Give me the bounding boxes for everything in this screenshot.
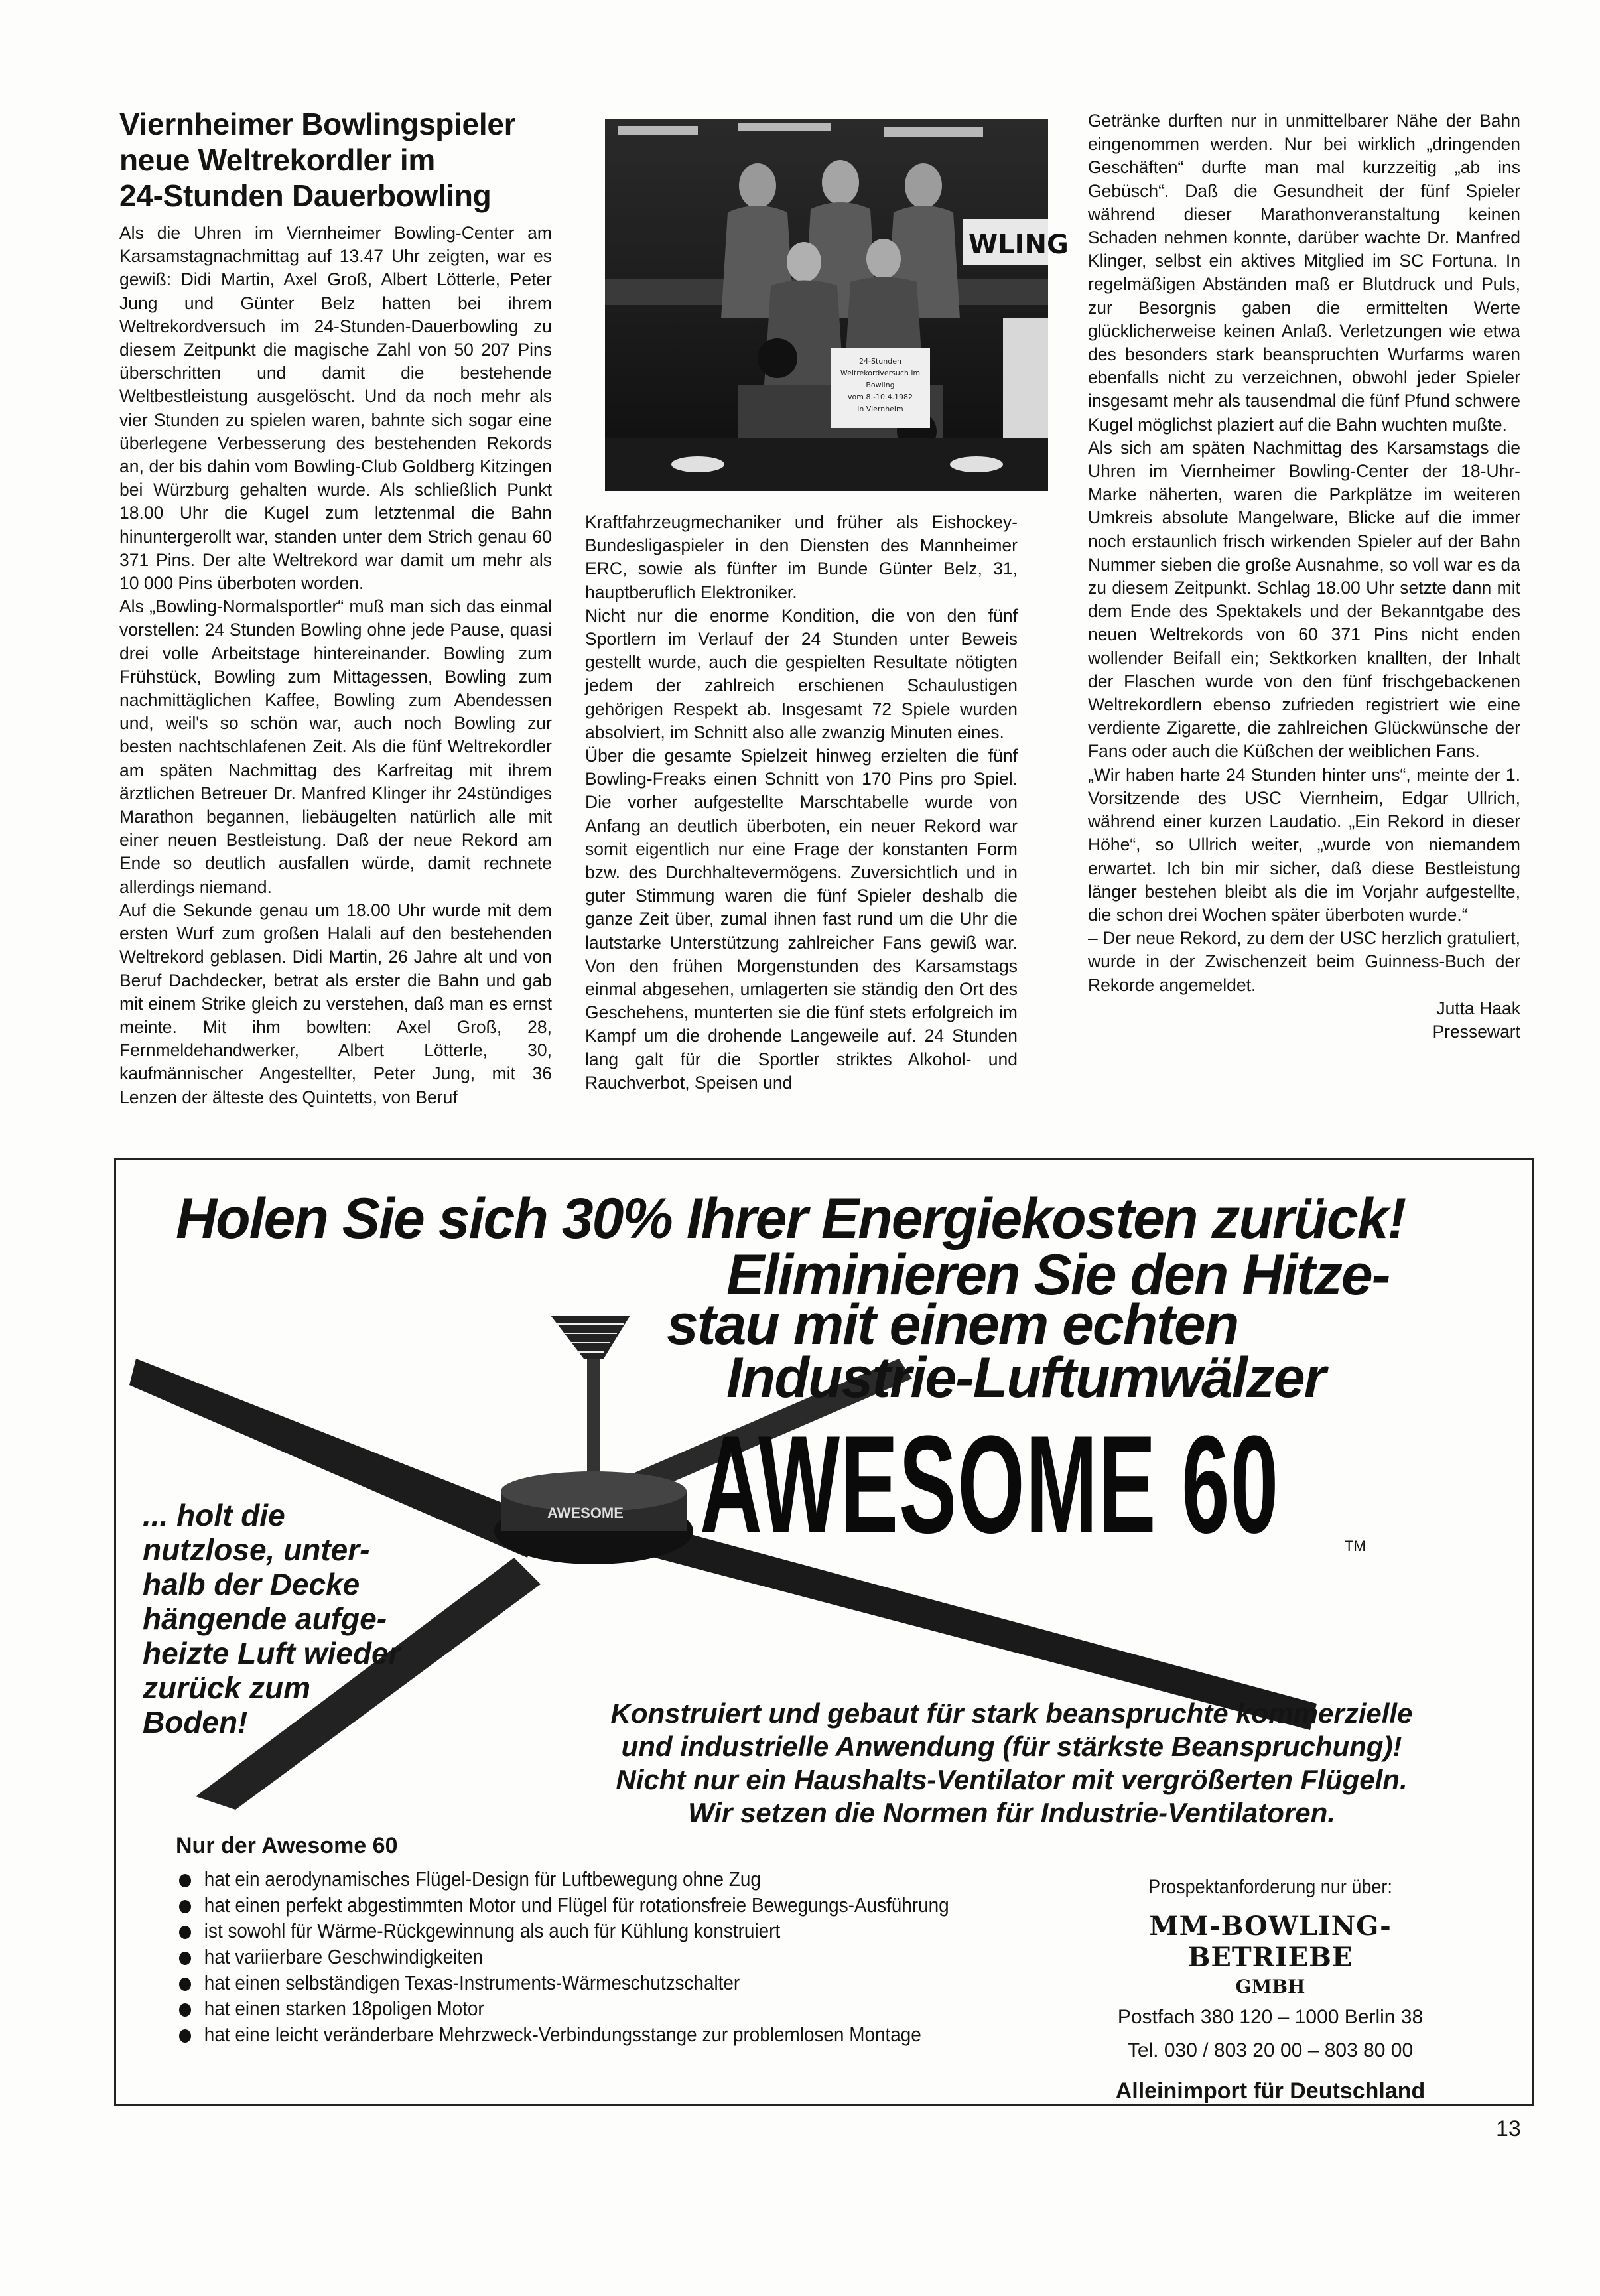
sign-line: Weltrekordversuch im	[840, 369, 921, 377]
bullet-icon	[179, 1874, 191, 1887]
ad-headline: Industrie-Luftumwälzer	[726, 1346, 1325, 1410]
ad-headline: Holen Sie sich 30% Ihrer Energiekosten zurück!	[176, 1187, 1406, 1250]
author-role: Pressewart	[1432, 1021, 1520, 1042]
author-name: Jutta Haak	[1436, 998, 1520, 1018]
bowling-team-photo	[605, 119, 1069, 491]
brand-name: AWESOME 60	[700, 1406, 1280, 1562]
ad-headline: stau mit einem echten	[667, 1293, 1238, 1357]
page-number: 13	[1496, 2116, 1521, 2141]
ad-headline: Eliminieren Sie den Hitze-	[726, 1243, 1390, 1307]
paragraph: Auf die Sekunde genau um 18.00 Uhr wurde mit dem ersten Wurf zum großen Halali auf den bestehenden Weltrekord geblasen. Didi Martin, 26 Jahre alt und von Beruf Dachdecker, betrat als erster die Bahn und gab mit einem Strike gleich zu verstehen, daß man es ernst meinte. Mit ihm bowlten: Axel Groß, 28, Fernmeldehandwerker, Albert Lötterle, 30, kaufmännischer Angestellter, Peter Jung, mit 36 Lenzen der älteste des Quintetts, von Beruf	[119, 900, 552, 1107]
bullet-icon	[179, 1900, 191, 1913]
paragraph: Als sich am späten Nachmittag des Karsamstags die Uhren im Viernheimer Bowling-Center der 18-Uhr-Marke näherten, waren die Parkplätze im weiteren Umkreis absolute Mangelware, Blicke auf die immer noch erstaunlich frisch wirkenden Spieler auf der Bahn Nummer sieben die große Ausnahme, so voll war es da zu diesem Zeitpunkt. Schlag 18.00 Uhr setzte dann mit dem Ende des Spektakels und der Bekanntgabe des neuen Weltrekords von 60 371 Pins nicht enden wollender Beifall ein; Sektkorken knallten, der Inhalt der Flaschen wurde von den fünf frischgebackenen Weltrekordlern ebenso zufrieden registriert wie eine verdiente Zigarette, die zahlreichen Glückwünsche der Fans oder auch die Küßchen der weiblichen Fans.	[1088, 437, 1520, 762]
paragraph: „Wir haben harte 24 Stunden hinter uns“, meinte der 1. Vorsitzende des USC Viernheim, Edgar Ullrich, während einer kurzen Laudatio. „Ein Rekord in dieser Höhe“, so Ullrich weiter, „wurde von niemandem erwartet. Ich bin mir sicher, daß diese Bestleistung länger bestehen bleibt als die im Vorjahr aufgestellte, die schon drei Wochen später überboten wurde.“	[1088, 764, 1520, 925]
list-item: ist sowohl für Wärme-Rückgewinnung als auch für Kühlung konstruiert	[179, 1918, 949, 1944]
sign-line: in Viernheim	[857, 405, 903, 413]
list-item: hat einen selbständigen Texas-Instruments-Wärmeschutzschalter	[179, 1970, 949, 1995]
fan-label: AWESOME	[547, 1505, 624, 1521]
order-label: Prospektanforderung nur über:	[1148, 1876, 1392, 1898]
bullet-icon	[179, 2029, 191, 2043]
paragraph: Über die gesamte Spielzeit hinweg erzielten die fünf Bowling-Freaks einen Schnitt von 170 Pins pro Spiel. Die vorher aufgestellte Marschtabelle wurde von Anfang an deutlich überboten, ein neuer Rekord war somit eigentlich nur eine Frage der konstanten Form bzw. des Durchhaltevermögens. Zuversichtlich und in guter Stimmung waren die fünf Spieler deshalb die ganze Zeit über, zumal ihnen fast rund um die Uhr die lautstarke Unterstützung zahlreicher Fans gewiß war. Von den frühen Morgenstunden des Karsamstags einmal abgesehen, umlagerten sie ständig den Ort des Geschehens, munterten sie die fünf stets erfolgreich im Kampf um die drohende Langeweile auf. 24 Stunden lang galt für die Sportler striktes Alkohol- und Rauchverbot, Speisen und	[585, 746, 1018, 1093]
feature-list	[179, 1866, 1035, 2047]
wall-sign: WLING	[968, 230, 1069, 260]
sign-line: 24-Stunden	[859, 357, 901, 366]
paragraph: – Der neue Rekord, zu dem der USC herzlich gratuliert, wurde in der Zwischenzeit beim Guinness-Buch der Rekorde angemeldet.	[1088, 928, 1520, 995]
paragraph: Kraftfahrzeugmechaniker und früher als Eishockey-Bundesligaspieler in den Diensten des Mannheimer ERC, sowie als fünfter im Bunde Günter Belz, 31, hauptberuflich Elektroniker.	[585, 512, 1018, 602]
order-info	[1098, 1876, 1443, 2104]
list-item: hat ein aerodynamisches Flügel-Design für Luftbewegung ohne Zug	[179, 1866, 949, 1892]
bullet-icon	[179, 1926, 191, 1939]
company-address: Postfach 380 120 – 1000 Berlin 38	[1117, 2006, 1424, 2028]
import-note: Alleinimport für Deutschland	[1115, 2078, 1426, 2104]
article-column-3	[1088, 109, 1520, 1044]
list-item: hat eine leicht veränderbare Mehrzweck-Verbindungsstange zur problemlosen Montage	[179, 2021, 949, 2047]
ad-claim: Konstruiert und gebaut für stark beanspruchte kommerzielle und industrielle Anwendung (für stärkste Beanspruchung)! Nicht nur ein Haushalts-Ventilator mit vergrößerten Flügeln. Wir setzen die Normen für Industrie-Ventilatoren.	[610, 1698, 1413, 1828]
article-headline: Viernheimer Bowlingspieler neue Weltrekordler im 24-Stunden Dauerbowling	[119, 107, 516, 213]
bullet-icon	[179, 1952, 191, 1965]
paragraph: Als „Bowling-Normalsportler“ muß man sich das einmal vorstellen: 24 Stunden Bowling ohne jede Pause, quasi drei volle Arbeitstage hintereinander. Bowling zum Frühstück, Bowling zum Mittagessen, Bowling zum nachmittäglichen Kaffee, Bowling zum Abendessen und, weil's so schön war, auch noch Bowling zur besten nachtschlafenen Zeit. Als die fünf Weltrekordler am späten Nachmittag des Karfreitag mit ihrem ärztlichen Betreuer Dr. Manfred Klinger ihr 24stündiges Marathon begannen, liebäugelten natürlich alle mit einer neuen Bestleistung. Daß der neue Rekord am Ende so deutlich ausfallen würde, damit rechnete allerdings niemand.	[119, 596, 552, 897]
company-name: MM-BOWLING-BETRIEBE	[1149, 1911, 1392, 1973]
trademark: TM	[1345, 1538, 1366, 1554]
company-phone: Tel. 030 / 803 20 00 – 803 80 00	[1127, 2039, 1414, 2061]
advertisement	[114, 1158, 1534, 2106]
paragraph: Als die Uhren im Viernheimer Bowling-Center am Karsamstagnachmittag auf 13.47 Uhr zeigten, war es gewiß: Didi Martin, Axel Groß, Albert Lötterle, Peter Jung und Günter Belz hatten bei ihrem Weltrekordversuch im 24-Stunden-Dauerbowling zu diesem Zeitpunkt die magische Zahl von 50 207 Pins überschritten und damit die bestehende Weltbestleistung ausgelöscht. Und da noch mehr als vier Stunden zu spielen waren, bahnte sich sogar eine überlegene Verbesserung des bestehenden Rekords an, der bis dahin vom Bowling-Club Goldberg Kitzingen bei Würzburg gehalten wurde. Als schließlich Punkt 18.00 Uhr die Kugel zum letztenmal die Bahn hinuntergerollt war, standen unter dem Strich genau 60 371 Pins. Der alte Weltrekord war damit um mehr als 10 000 Pins überboten worden.	[119, 223, 552, 594]
article-column-2	[585, 511, 1018, 1095]
ad-tagline: ... holt die nutzlose, unter- halb der Decke hängende aufge- heizte Luft wieder zurück zum Boden!	[143, 1498, 401, 1739]
article-column-1	[119, 106, 552, 1109]
features-title: Nur der Awesome 60	[176, 1833, 398, 1858]
company-form: GMBH	[1235, 1976, 1305, 1997]
paragraph: Nicht nur die enorme Kondition, die von den fünf Sportlern im Verlauf der 24 Stunden unter Beweis gestellt wurde, auch die gespielten Resultate nötigten jedem der zahlreich erschienen Schaulustigen gehörigen Respekt ab. Insgesamt 72 Spiele wurden absolviert, im Schnitt also alle zwanzig Minuten eines.	[585, 605, 1018, 742]
list-item: hat einen perfekt abgestimmten Motor und Flügel für rotationsfreie Bewegungs-Ausführung	[179, 1892, 949, 1918]
sign-line: Bowling	[866, 381, 895, 389]
sign-line: vom 8.-10.4.1982	[848, 393, 913, 401]
bullet-icon	[179, 2003, 191, 2017]
paragraph: Getränke durften nur in unmittelbarer Nähe der Bahn eingenommen werden. Nur bei wirklich „dringenden Geschäften“ durfte man mal kurzzeitig „ab ins Gebüsch“. Daß die Gesundheit der fünf Spieler während dieser Marathonveranstaltung keinen Schaden nehmen konnte, darüber wachte Dr. Manfred Klinger, selbst ein aktives Mitglied im SC Fortuna. In regelmäßigen Abständen maß er Blutdruck und Puls, zur Besorgnis gaben die ermittelten Werte glücklicherweise keinen Anlaß. Verletzungen wie etwa des besonders stark beanspruchten Wurfarms waren ebenfalls nicht zu verzeichnen, obwohl jeder Spieler insgesamt mehr als tausendmal die fünf Pfund schwere Kugel möglichst plaziert auf die Bahn wuchten mußte.	[1088, 111, 1520, 435]
bullet-icon	[179, 1978, 191, 1991]
team-photo	[605, 119, 1069, 491]
list-item: hat variierbare Geschwindigkeiten	[179, 1944, 949, 1970]
list-item: hat einen starken 18poligen Motor	[179, 1995, 949, 2021]
